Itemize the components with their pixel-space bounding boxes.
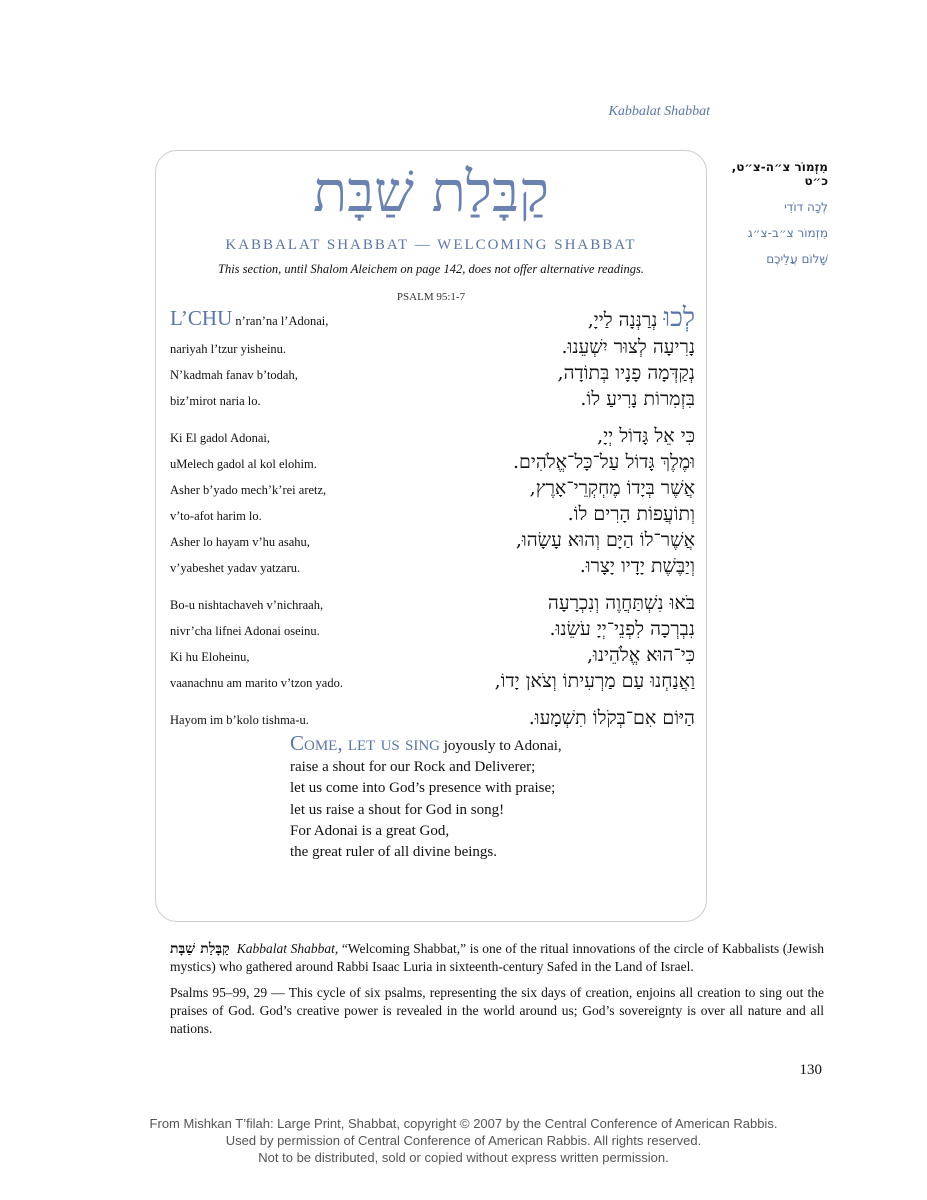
transliteration-text: Bo-u nishtachaveh v’nichraah, — [170, 598, 324, 612]
transliteration-text: uMelech gadol al kol elohim. — [170, 457, 317, 471]
hebrew-line: הַיּוֹם אִם־בְּקֹלוֹ תִשְׁמָעוּ. — [528, 707, 695, 729]
hebrew-text — [587, 644, 695, 667]
prayer-line — [0, 472, 927, 498]
transliteration-text: Asher lo hayam v’hu asahu, — [170, 535, 310, 549]
transliteration-text: v’to-afot harim lo. — [170, 509, 262, 523]
prayer-line — [0, 331, 927, 357]
english-line — [290, 733, 690, 757]
hebrew-line: וַאֲנַחְנוּ עַם מַרְעִיתוֹ וְצֹאן יָדוֹ, — [494, 670, 695, 692]
prayer-line — [0, 357, 927, 383]
prayer-line — [0, 639, 927, 665]
hebrew-line: נְרַנְּנָה לַייָ, — [587, 309, 664, 331]
english-line: let us raise a shout for God in song! — [290, 801, 505, 818]
transliteration — [170, 676, 343, 691]
hebrew-line: אֲשֶׁר בְּיָדוֹ מֶחְקְרֵי־אָרֶץ, — [529, 477, 695, 499]
side-nav — [718, 160, 828, 278]
english-line: raise a shout for our Rock and Deliverer; — [290, 759, 536, 776]
hebrew-line: כִּי אֵל גָּדוֹל יְיָ, — [597, 425, 695, 447]
transliteration-text: Ki El gadol Adonai, — [170, 431, 270, 445]
transliteration — [170, 598, 323, 613]
transliteration-text: Asher b’yado mech’k’rei aretz, — [170, 483, 327, 497]
hebrew-text — [588, 303, 695, 333]
transliteration-text: nivr’cha lifnei Adonai oseinu. — [170, 624, 320, 638]
hebrew-line: בֹּאוּ נִשְׁתַּחֲוֶה וְנִכְרָעָה — [547, 592, 695, 614]
hebrew-text — [558, 362, 695, 385]
transliteration-text: biz’mirot naria lo. — [170, 394, 261, 408]
transliteration-text: Ki hu Eloheinu, — [170, 650, 250, 664]
prayer-line — [0, 587, 927, 613]
running-head: Kabbalat Shabbat — [608, 104, 710, 119]
hebrew-text — [530, 477, 695, 500]
hebrew-text — [568, 503, 695, 526]
page-title-hebrew: קַבָּלַת שַׁבָּת — [313, 160, 549, 225]
transliteration — [170, 561, 300, 576]
commentary — [170, 940, 824, 1046]
prayer-line — [0, 383, 927, 409]
hebrew-text — [580, 388, 695, 411]
english-first-rest: joyously to Adonai, — [440, 738, 562, 754]
hebrew-line: בִּזְמִרוֹת נָרִיעַ לוֹ. — [580, 388, 695, 410]
prayer-line — [0, 420, 927, 446]
hebrew-line: וּמֶלֶךְ גָּדוֹל עַל־כָּל־אֱלֹהִים. — [512, 451, 695, 473]
prayer-line — [0, 702, 927, 728]
hebrew-text — [561, 336, 695, 359]
hebrew-text — [529, 707, 695, 730]
copyright-line: From Mishkan T’filah: Large Print, Shabbat, copyright © 2007 by the Central Conference of American Rabbis. — [149, 1116, 778, 1131]
hebrew-text — [513, 451, 695, 474]
transliteration — [170, 535, 310, 550]
prayer-line — [0, 446, 927, 472]
hebrew-text — [597, 425, 695, 448]
transliteration — [170, 394, 261, 409]
transliteration-lead: L’CHU — [170, 306, 233, 330]
transliteration-text: n’ran’na l’Adonai, — [232, 314, 329, 328]
transliteration — [170, 483, 326, 498]
section-note: This section, until Shalom Aleichem on page 142, does not offer alternative readings. — [218, 262, 644, 276]
english-lead: Come, let us sing — [290, 731, 441, 755]
prayer-line — [0, 550, 927, 576]
english-line: For Adonai is a great God, — [290, 822, 450, 839]
hebrew-text — [516, 529, 695, 552]
commentary-paragraph: Psalms 95–99, 29 — This cycle of six psalms, representing the six days of creation, enjoins all creation to sing out the praises of God. God’s creative power is revealed in the world around us; God’s sovereignty is over all nature and all nations. — [170, 985, 824, 1036]
prayer-line — [0, 665, 927, 691]
hebrew-text — [550, 618, 696, 641]
hebrew-text — [580, 555, 695, 578]
transliteration — [170, 509, 262, 524]
transliteration-text: vaanachnu am marito v’tzon yado. — [170, 676, 343, 690]
hebrew-text — [548, 592, 695, 615]
transliteration — [170, 713, 309, 728]
copyright-line: Used by permission of Central Conference of American Rabbis. All rights reserved. — [225, 1133, 702, 1148]
transliteration-text: N’kadmah fanav b’todah, — [170, 368, 298, 382]
page-subtitle: KABBALAT SHABBAT — WELCOMING SHABBAT — [225, 237, 637, 253]
transliteration — [170, 650, 250, 665]
prayer-line — [0, 305, 927, 331]
hebrew-line: כִּי־הוּא אֱלֹהֵינוּ, — [586, 644, 695, 666]
hebrew-text — [495, 670, 695, 693]
transliteration-text: Hayom im b’kolo tishma-u. — [170, 713, 309, 727]
hebrew-lead: לְכוּ — [663, 303, 695, 333]
commentary-text: “Welcoming Shabbat,” is one of the ritual innovations of the circle of Kabbalists (Jewish mystics) who gathered around Rabbi Isaac Luria in sixteenth-century Safed in the Land of Israel. — [170, 941, 824, 974]
hebrew-line: וְיַבֶּשֶׁת יָדָיו יָצָרוּ. — [579, 555, 695, 577]
hebrew-line: אֲשֶׁר־לוֹ הַיָּם וְהוּא עָשָׂהוּ, — [515, 529, 695, 551]
hebrew-line: נָרִיעָה לְצוּר יִשְׁעֵנוּ. — [561, 336, 695, 358]
english-line: the great ruler of all divine beings. — [290, 844, 498, 861]
transliteration-text: nariyah l’tzur yisheinu. — [170, 342, 287, 356]
transliteration — [170, 457, 317, 472]
prayer-line — [0, 524, 927, 550]
transliteration — [170, 431, 270, 446]
prayer-line — [0, 498, 927, 524]
hebrew-line: נִבְרְכָה לִפְנֵי־יְיָ עֹשֵׂנוּ. — [549, 618, 695, 640]
transliteration — [170, 306, 328, 331]
transliteration-text: v’yabeshet yadav yatzaru. — [170, 561, 301, 575]
side-nav-item-shalom-aleichem[interactable]: שָׁלוֹם עֲלֵיכֶם — [766, 252, 828, 266]
page-number: 130 — [799, 1062, 822, 1078]
hebrew-line: וְתוֹעֲפוֹת הָרִים לוֹ. — [567, 503, 695, 525]
hebrew-line: נְקַדְּמָה פָנָיו בְּתוֹדָה, — [557, 362, 695, 384]
copyright-line: Not to be distributed, sold or copied without express written permission. — [258, 1150, 669, 1165]
side-nav-item-psalms[interactable]: מִזְמוֹר צ״ה-צ״ט, כ״ט — [731, 160, 828, 188]
commentary-paragraph — [170, 940, 824, 976]
commentary-hebrew-term: קַבָּלַת שַׁבָּת — [170, 941, 230, 957]
transliteration — [170, 624, 320, 639]
side-nav-item-lecha-dodi[interactable]: לְכָה דוֹדִי — [784, 200, 828, 214]
transliteration — [170, 368, 298, 383]
transliteration — [170, 342, 286, 357]
english-line: let us come into God’s presence with praise; — [290, 780, 556, 797]
english-translation — [290, 733, 690, 863]
side-nav-item-psalms-92-93[interactable]: מִזְמוֹר צ״ב-צ״ג — [747, 226, 828, 240]
commentary-term: Kabbalat Shabbat, — [236, 941, 339, 956]
prayer-line — [0, 613, 927, 639]
copyright-notice — [0, 1115, 927, 1166]
psalm-reference: PSALM 95:1-7 — [396, 291, 466, 303]
